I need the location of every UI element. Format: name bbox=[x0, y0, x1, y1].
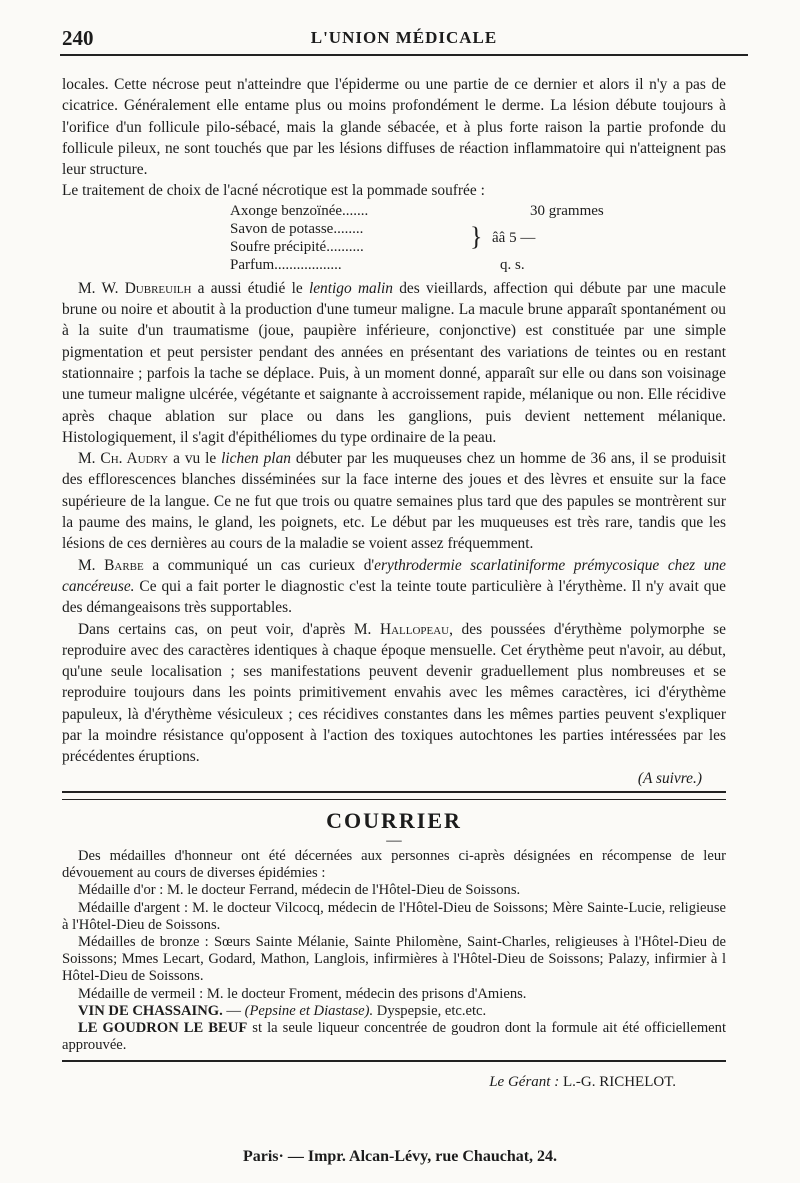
term-erythrodermie: erythrodermie scarlatiniforme prémycosique chez une cancéreuse. bbox=[62, 556, 726, 595]
ingredient-soufre: Soufre précipité.......... bbox=[230, 238, 364, 255]
brace-glyph: } bbox=[470, 221, 483, 251]
paragraph-traitement: Le traitement de choix de l'acné nécrotique est la pommade soufrée : bbox=[62, 182, 485, 200]
text-segment: Ce qui a fait porter le diagnostic c'est la teinte toute particulière à l'érythème. Il n'y avait que des démangeaisons très supportables. bbox=[62, 577, 726, 617]
a-suivre bbox=[62, 768, 726, 789]
ad-goudron-rest: st la seule liqueur concentrée de goudron dont la formule ait été officiellement approuvée. bbox=[62, 1019, 726, 1054]
paragraph-dubreuilh bbox=[62, 278, 726, 448]
term-lichen: lichen plan bbox=[221, 450, 291, 468]
suivre-text: (A suivre.) bbox=[637, 769, 702, 787]
courrier-intro: Des médailles d'honneur ont été décernées aux personnes ci-après désignées en récompense de leur dévouement au cours de diverses épidémies : bbox=[62, 847, 726, 882]
imprint-footer: Paris· — Impr. Alcan-Lévy, rue Chauchat, 24. bbox=[242, 1148, 558, 1165]
ad-vin-dash: — bbox=[222, 1002, 245, 1019]
section-divider bbox=[62, 791, 726, 800]
text-segment: débuter par les muqueuses chez un homme de 36 ans, il se produisit des efflorescences blanches disséminées sur la face interne des joues et des lèvres et ensuite sur la face supérieure de la langue. Ce ne fut que trois ou quatre semaines plus tard que des papules se montrèrent sur la paume des mains, le gland, les poignets, etc. Le début par les muqueuses est très rare, tandis que les lésions de ces dernières au cours de la maladie se voient assez fréquemment. bbox=[62, 450, 726, 553]
courrier-heading: COURRIER bbox=[326, 807, 462, 833]
author-dubreuilh: M. W. Dubreuilh bbox=[78, 279, 192, 297]
gerant-name: L.-G. RICHELOT. bbox=[559, 1074, 676, 1091]
ingredient-parfum: Parfum.................. bbox=[230, 256, 342, 273]
courrier-section bbox=[62, 848, 726, 1054]
ingredient-axonge: Axonge benzoïnée....... bbox=[230, 202, 369, 219]
author-hallopeau: M. Hallopeau bbox=[353, 620, 450, 638]
paragraph-necrose: locales. Cette nécrose peut n'atteindre que l'épiderme ou une partie de ce dernier et alors il n'y a pas de cicatrice. Généralement elle entame plus ou moins profondément le derme. La lésion débute toujours à l'orifice d'un follicule pilo-sébacé, mais la glande sébacée, et à plus forte raison la partie profonde du follicule pileux, ne sont touchés que par les lésions diffuses de réaction inflammatoire qui n'atteignent pas leur structure. bbox=[62, 76, 726, 179]
qty-axonge: 30 grammes bbox=[530, 202, 604, 219]
gerant-line bbox=[62, 1072, 726, 1093]
medaille-bronze: Médailles de bronze : Sœurs Sainte Mélanie, Sainte Philomène, Saint-Charles, religieuses à l'Hôtel-Dieu de Soissons; Mmes Lecart, Godard, Mathon, Langlois, infirmières à l'Hôtel-Dieu de Soissons; Palazy, infirmier à l Hôtel-Dieu de Soissons. bbox=[62, 933, 726, 985]
courrier-dash: — bbox=[386, 831, 402, 849]
text-segment: des vieillards, affection qui débute par une macule brune ou noire et aboutit à la production d'une tumeur maligne. La macule brune apparaît spontanément ou à la suite d'un traumatisme (joue, paupière inférieure, conjonctive) est constituée par une simple pigmentation et peut persister pendant des années en présentant des variations de teintes ou en restant stationnaire ; parfois la tache se déplace. Puis, à un moment donné, apparaît sur elle ou dans son voisinage une tumeur maligne ulcérée, végétante et saignante à accroissement rapide, mélanique ou non. Elle récidive après chaque ablation sur place ou dans les ganglions, puis devient nettement mélanique. Histologiquement, il s'agit d'épithéliomes du type ordinaire de la peau. bbox=[62, 279, 726, 446]
article-body bbox=[62, 74, 726, 1094]
text-segment: a vu le bbox=[168, 450, 222, 468]
ad-goudron bbox=[62, 1020, 726, 1054]
ad-vin-label: VIN DE CHASSAING. bbox=[78, 1002, 223, 1019]
page-number: 240 bbox=[62, 26, 94, 50]
medaille-vermeil: Médaille de vermeil : M. le docteur Froment, médecin des prisons d'Amiens. bbox=[78, 985, 527, 1002]
journal-title: L'UNION MÉDICALE bbox=[310, 28, 498, 47]
paragraph-barbe bbox=[62, 555, 726, 619]
medaille-argent: Médaille d'argent : M. le docteur Vilcocq, médecin de l'Hôtel-Dieu de Soissons; Mère Sainte-Lucie, religieuse à l'Hôtel-Dieu de Soissons. bbox=[62, 899, 726, 933]
ingredient-savon: Savon de potasse........ bbox=[230, 220, 364, 237]
ad-vin-chassaing bbox=[62, 1003, 726, 1020]
ad-goudron-label: LE GOUDRON LE BEUF bbox=[78, 1019, 248, 1036]
text-segment: Dans certains cas, on peut voir, d'après bbox=[78, 620, 354, 638]
bottom-rule bbox=[62, 1060, 726, 1062]
qty-parfum: q. s. bbox=[500, 256, 525, 273]
author-audry: M. Ch. Audry bbox=[78, 450, 169, 468]
medaille-or: Médaille d'or : M. le docteur Ferrand, médecin de l'Hôtel-Dieu de Soissons. bbox=[78, 882, 521, 899]
text-segment: a communiqué un cas curieux d' bbox=[143, 556, 375, 574]
term-lentigo: lentigo malin bbox=[308, 279, 393, 297]
paragraph-hallopeau bbox=[62, 619, 726, 768]
text-segment: a aussi étudié le bbox=[191, 279, 309, 297]
paragraph-audry bbox=[62, 448, 726, 554]
text-segment: , des poussées d'érythème polymorphe se reproduire avec des caractères identiques à chaque époque mensuelle. Cet érythème peut n'avoir, au début, qu'une seule localisation ; ses manifestations peuvent devenir graduellement plus nombreuses et se reproduire toujours dans les points primitivement envahis avec les mêmes caractères, ici d'érythème papuleux, là d'érythème vésiculeux ; ces récidives constantes dans les mêmes parties peuvent s'expliquer par la moindre résistance qu'opposent à l'action des toxiques autochtones les parties intéressées par les précédentes éruptions. bbox=[62, 620, 726, 766]
page-header bbox=[60, 26, 748, 56]
prescription-formula bbox=[230, 202, 726, 278]
ad-vin-rest: Dyspepsie, etc.etc. bbox=[373, 1002, 487, 1019]
ad-vin-em: (Pepsine et Diastase). bbox=[244, 1002, 374, 1019]
author-barbe: M. Barbe bbox=[78, 556, 144, 574]
gerant-label: Le Gérant : bbox=[489, 1074, 560, 1091]
qty-aa: ââ 5 — bbox=[492, 229, 536, 246]
